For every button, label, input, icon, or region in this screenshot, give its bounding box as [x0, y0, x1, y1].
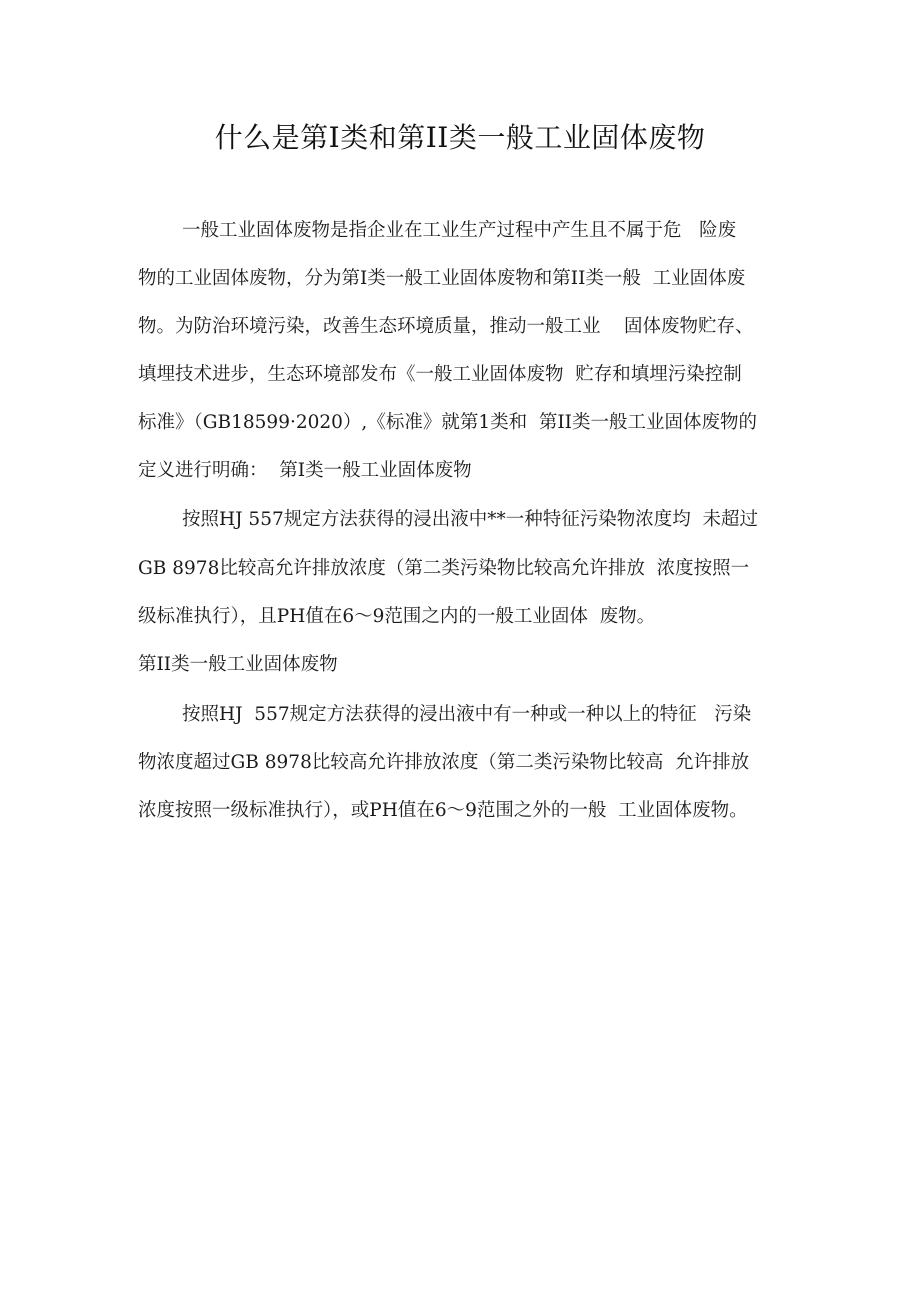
- paragraph-line: 定义进行明确： 第I类一般工业固体废物: [138, 460, 472, 481]
- paragraph-line: 一般工业固体废物是指企业在工业生产过程中产生且不属于危 险废: [182, 220, 737, 241]
- paragraph-line: 浓度按照一级标准执行），或PH值在6～9范围之外的一般 工业固体废物。: [138, 800, 748, 821]
- section-heading: 第II类一般工业固体废物: [138, 654, 338, 675]
- paragraph-line: 物的工业固体废物，分为第I类一般工业固体废物和第II类一般 工业固体废: [138, 268, 746, 289]
- paragraph-line: 物浓度超过GB 8978比较高允许排放浓度（第二类污染物比较高 允许排放: [138, 752, 750, 773]
- paragraph-line: 填埋技术进步，生态环境部发布《一般工业固体废物 贮存和填埋污染控制: [138, 364, 742, 385]
- paragraph-line: 标准》（GB18599·2020）,《标准》就第1类和 第II类一般工业固体废物的: [138, 412, 757, 433]
- document-title: 什么是第I类和第II类一般工业固体废物: [214, 121, 706, 154]
- paragraph-line: GB 8978比较高允许排放浓度（第二类污染物比较高允许排放 浓度按照一: [138, 558, 750, 579]
- paragraph-line: 物。为防治环境污染，改善生态环境质量，推动一般工业 固体废物贮存、: [138, 316, 754, 337]
- paragraph-line: 按照HJ 557规定方法获得的浸出液中**一种特征污染物浓度均 未超过: [182, 509, 759, 530]
- paragraph-line: 级标准执行），且PH值在6～9范围之内的一般工业固体 废物。: [138, 606, 656, 627]
- paragraph-line: 按照HJ 557规定方法获得的浸出液中有一种或一种以上的特征 污染: [182, 704, 752, 725]
